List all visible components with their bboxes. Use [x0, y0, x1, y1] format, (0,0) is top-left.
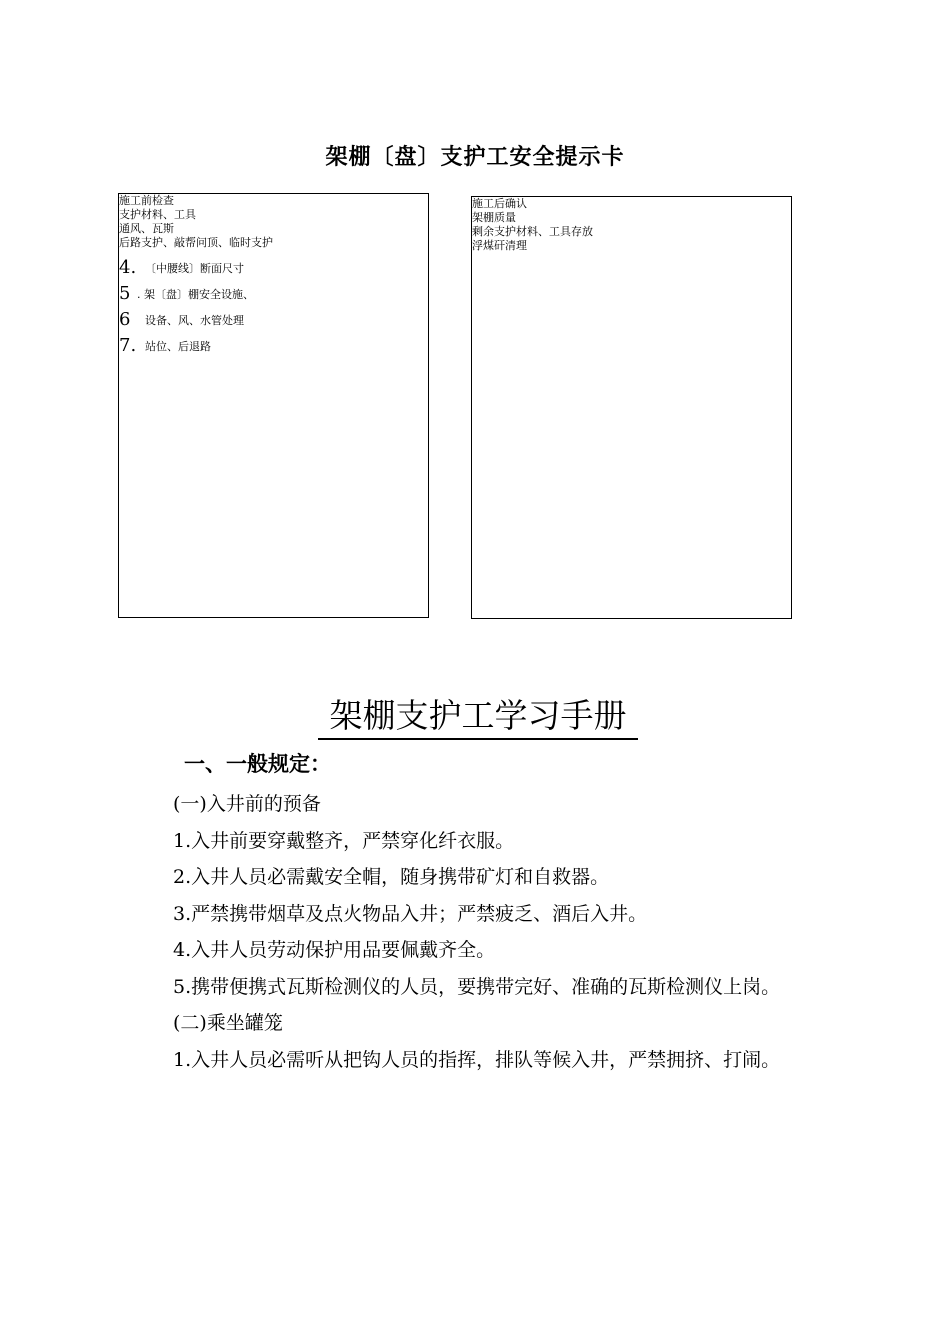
post-check-list [472, 197, 791, 253]
subsection-heading: (二)乘坐罐笼 [173, 1012, 283, 1034]
pre-check-list [119, 194, 428, 250]
post-check-item: 浮煤矸清理 [472, 239, 527, 252]
numbered-item [119, 336, 428, 362]
pre-construction-check-box [118, 193, 429, 618]
manual-title: 架棚支护工学习手册 [318, 694, 638, 740]
numbered-item [119, 258, 428, 284]
numbered-item [119, 310, 428, 336]
rule-paragraph: 2.入井人员必需戴安全帽，随身携带矿灯和自救器。 [173, 866, 610, 888]
post-check-item: 架棚质量 [472, 211, 516, 224]
manual-body [127, 786, 827, 1078]
pre-check-item: 通风、瓦斯 [119, 222, 174, 235]
numbered-item [119, 284, 428, 310]
item-text: 站位、后退路 [145, 340, 211, 353]
item-number: 6 [119, 309, 131, 330]
item-text: 〔中腰线〕断面尺寸 [145, 262, 244, 275]
item-text: 设备、风、水管处理 [145, 314, 244, 327]
pre-check-item: 后路支护、敲帮问顶、临时支护 [119, 236, 273, 249]
item-number: 4. [119, 257, 137, 278]
post-check-item: 剩余支护材料、工具存放 [472, 225, 593, 238]
pre-check-item: 支护材料、工具 [119, 208, 196, 221]
rule-paragraph: 5.携带便携式瓦斯检测仪的人员，要携带完好、准确的瓦斯检测仪上岗。 [173, 975, 781, 998]
rule-paragraph: 1.入井人员必需听从把钩人员的指挥，排队等候入井，严禁拥挤、打闹。 [173, 1048, 781, 1071]
item-number: 5 [119, 283, 131, 304]
pre-check-numbered-list [119, 258, 428, 362]
post-check-heading: 施工后确认 [472, 197, 527, 210]
pre-check-heading: 施工前检查 [119, 194, 174, 207]
section-heading: 一、一般规定： [184, 752, 331, 776]
item-text: . 架〔盘〕棚安全设施、 [137, 288, 254, 301]
post-construction-confirm-box [471, 196, 792, 619]
rule-paragraph: 1.入井前要穿戴整齐，严禁穿化纤衣服。 [173, 829, 515, 852]
subsection-heading: (一)入井前的预备 [173, 793, 321, 815]
item-number: 7. [119, 335, 137, 356]
rule-paragraph: 4.入井人员劳动保护用品要佩戴齐全。 [173, 939, 496, 961]
rule-paragraph: 3.严禁携带烟草及点火物品入井；严禁疲乏、酒后入井。 [173, 902, 648, 925]
card-title: 架棚〔盘〕支护工安全提示卡 [325, 145, 625, 170]
